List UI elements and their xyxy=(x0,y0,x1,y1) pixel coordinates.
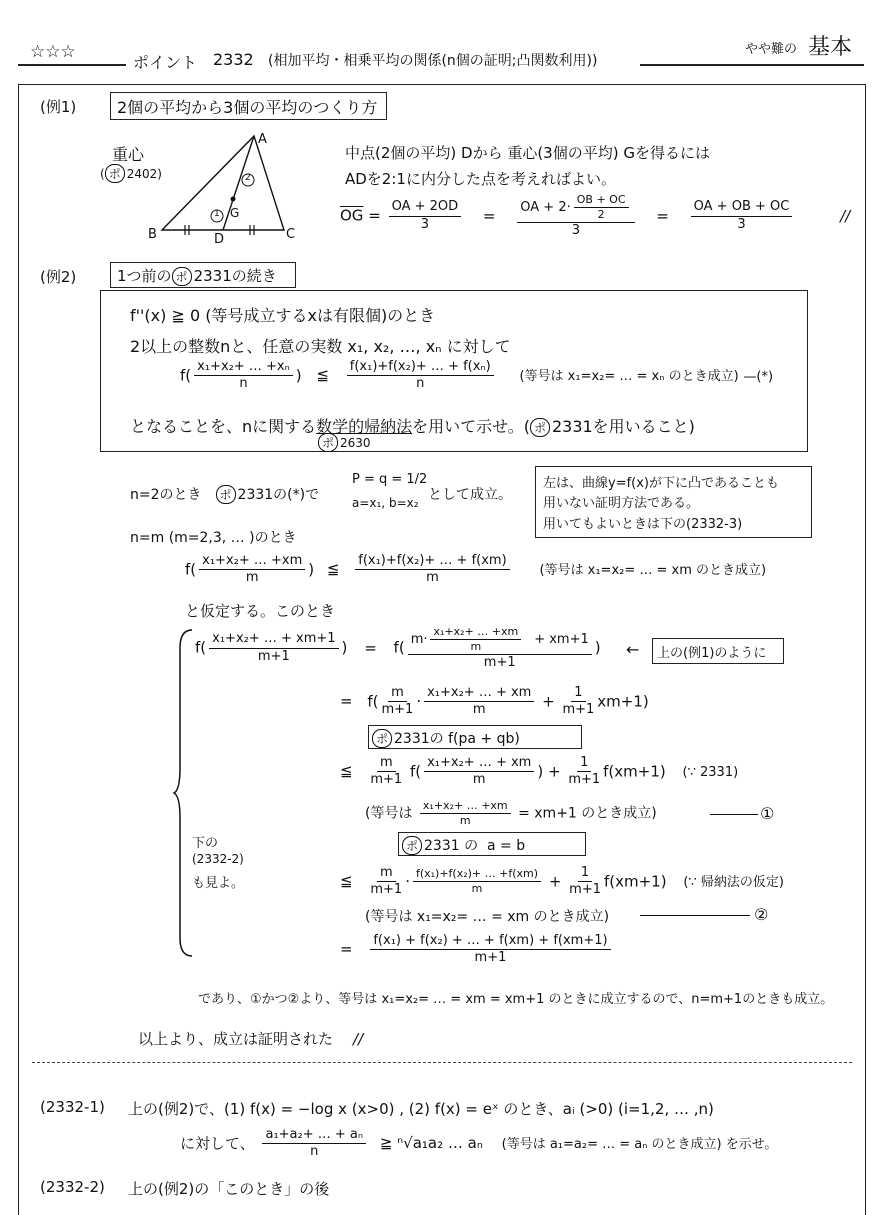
lhs-frac xyxy=(194,360,293,392)
og-vector: $\overline{OG}$ xyxy=(340,206,364,225)
difficulty-stars: ☆☆☆ xyxy=(30,42,76,62)
l3-inner-num: x₁+x₂+ … + xm xyxy=(424,756,534,772)
leq-sign: ≦ xyxy=(326,560,340,579)
ex1-end-mark: // xyxy=(840,206,851,225)
lhs-frac-den: n xyxy=(239,376,248,392)
l2-m: m xyxy=(388,686,407,702)
fig-a: A xyxy=(258,132,267,147)
l4-one: 1 xyxy=(578,866,592,882)
eq-sign-1: = xyxy=(482,206,496,225)
n2-tail: として成立。 xyxy=(428,487,512,503)
ex1-label: (例1) xyxy=(40,98,77,116)
fig-ratio-two: 2 xyxy=(245,173,251,183)
point-number: 2332 xyxy=(213,50,254,69)
leq-sign: ≦ xyxy=(340,872,353,891)
hypothesis-ineq xyxy=(185,554,766,586)
side-note-3: 用いてもよいときは下の(2332-3) xyxy=(543,517,743,532)
l2-den: m+1 xyxy=(381,702,414,718)
induction-ref xyxy=(318,433,371,452)
ref-mark-icon: ポ xyxy=(172,267,192,286)
l4-reason: (∵ 帰納法の仮定) xyxy=(683,875,784,891)
l1-rhs-num xyxy=(408,626,592,655)
centroid-ref-number: 2402 xyxy=(126,167,158,181)
side-ref-3: も見よ。 xyxy=(192,876,245,891)
exercise-2-text: 上の(例2)の「このとき」の後 xyxy=(128,1180,330,1198)
header-rule-left xyxy=(18,64,126,66)
level-prefix: やや難の xyxy=(745,42,798,57)
l4-tail: f(xm+1) xyxy=(603,872,667,891)
ref-mark-icon: ポ xyxy=(105,164,125,183)
side-ref-2: (2332-2) xyxy=(192,852,244,866)
exercise-1-text: 上の(例2)で、(1) f(x) = −log x (x>0) , (2) f(x) = eˣ のとき、aᵢ (>0) (i=1,2, … ,n) xyxy=(128,1100,714,1118)
condition-2: (等号は x₁=x₂= … = xm のとき成立) xyxy=(365,909,610,925)
l2-den-2: m+1 xyxy=(562,702,595,718)
l2-tail: xm+1 xyxy=(597,692,643,711)
og-frac-1 xyxy=(389,200,462,232)
ref-mark-icon: ポ xyxy=(216,485,236,504)
l4-m: m xyxy=(377,866,396,882)
am-frac-den: n xyxy=(310,1144,319,1160)
og-frac-1-den: 3 xyxy=(420,216,429,232)
eq-sign: = xyxy=(340,940,353,959)
ex1-2c: (等号は a₁=a₂= … = aₙ のとき成立) を示せ。 xyxy=(501,1137,778,1153)
l3-den-2: m+1 xyxy=(568,772,601,788)
page-title: (相加平均・相乗平均の関係(n個の証明;凸関数利用)) xyxy=(268,53,598,69)
fig-d: D xyxy=(214,232,225,247)
l3-tail: f(xm+1) xyxy=(603,762,666,781)
side-ref-1: 下の xyxy=(192,836,219,851)
ref-mark-icon: ポ xyxy=(318,433,338,452)
l1-rhs-m: m· xyxy=(410,632,428,648)
centroid-g-point xyxy=(231,197,236,202)
ex2-title xyxy=(117,265,277,286)
og-frac-2-inner xyxy=(574,194,629,221)
og-frac-2-num xyxy=(517,194,634,223)
og-frac-3 xyxy=(691,200,793,232)
l1-note: 上の(例1)のように xyxy=(657,646,767,661)
eq-sign: = xyxy=(340,692,353,711)
fig-g: G xyxy=(230,206,240,220)
arrow-left-icon: ← xyxy=(626,640,640,659)
l3-box-text xyxy=(402,835,525,855)
ex2-title-ref: 2331 xyxy=(193,267,232,285)
eq-sign: = xyxy=(364,638,377,657)
pq-value: P = q = 1/2 xyxy=(352,472,428,487)
f-open: f( xyxy=(367,692,379,711)
problem-line-1: f''(x) ≧ 0 (等号成立するxは有限個)のとき xyxy=(130,306,436,325)
l4-frac-den: m xyxy=(471,882,483,896)
og-frac-2 xyxy=(517,194,634,238)
ref-mark-icon: ポ xyxy=(530,418,550,437)
l4-num: f(x₁)+f(x₂)+ … +f(xm) xyxy=(413,868,541,882)
lhs-frac-num: x₁+x₂+ … +xₙ xyxy=(194,360,293,376)
fig-b: B xyxy=(148,227,157,242)
og-frac-1-num: OA + 2OD xyxy=(389,200,462,216)
l1-rhs-inner-num: x₁+x₂+ … +xm xyxy=(430,626,521,640)
hyp-rhs-den: m xyxy=(426,570,439,586)
ex1-text-1: 中点(2個の平均) Dから 重心(3個の平均) Gを得るには xyxy=(345,144,710,162)
l3-m: m xyxy=(377,756,396,772)
hyp-lhs-num: x₁+x₂+ … +xm xyxy=(199,554,305,570)
og-frac-3-den: 3 xyxy=(737,216,746,232)
f-open: f( xyxy=(185,560,197,579)
hyp-condition: (等号は x₁=x₂= … = xm のとき成立) xyxy=(539,563,767,579)
hyp-lhs-den: m xyxy=(245,570,259,586)
side-note-2: 用いない証明方法である。 xyxy=(543,496,700,511)
f-open: f( xyxy=(195,638,207,657)
c1-post: = xm+1 のとき成立) xyxy=(518,805,657,822)
problem-line-4 xyxy=(130,414,695,437)
exercise-1-num: (2332-1) xyxy=(40,1098,105,1116)
ex1-text-2: ADを2:1に内分した点を考えればよい。 xyxy=(345,170,616,188)
fig-ratio-one: 1 xyxy=(214,209,220,219)
nm-line: n=m (m=2,3, … )のとき xyxy=(130,530,297,546)
gm-expression: ≧ ⁿ√a₁a₂ … aₙ xyxy=(379,1134,483,1153)
l1-lhs-frac xyxy=(209,632,338,664)
chain-line-2: = f( $\frac{m}{m+1}$ · $\frac{\text{x₁+x₂+ … + xm}}{m}$ + $\frac{1}{m+1}$ xm+1) xyxy=(340,685,649,718)
chain-line-4: ≦ $\frac{m}{m+1}$ · $\frac{\text{f(x₁)+f(x₂)+ … +f(xm)}}{m}$ + $\frac{1}{m+1}$ f(xm+1) (∵ 帰納法の仮定) xyxy=(340,865,784,898)
eq-sign-2: = xyxy=(656,206,669,225)
og-frac-2-inner-den: 2 xyxy=(597,208,605,222)
f-open: f( xyxy=(180,366,192,385)
l3-frac-one xyxy=(568,756,600,788)
l3-box-label: 2331 の a = b xyxy=(424,838,526,854)
ref-mark-icon: ポ xyxy=(402,836,422,855)
l5-frac xyxy=(370,934,610,966)
am-frac xyxy=(262,1128,366,1160)
l4-den-2: m+1 xyxy=(569,882,601,898)
ex2-title-text: 1つ前の xyxy=(117,267,172,285)
l1-rhs-frac xyxy=(408,626,592,670)
induction-ref-number: 2630 xyxy=(340,436,371,450)
centroid-label: 重心 xyxy=(112,145,145,164)
l2-inner-frac xyxy=(424,686,534,718)
l2-inner-num: x₁+x₂+ … + xm xyxy=(424,686,534,702)
l3-reason: (∵ 2331) xyxy=(682,765,739,781)
leq-sign: ≦ xyxy=(316,366,329,385)
n2-line xyxy=(130,484,319,504)
l2-one: 1 xyxy=(571,686,585,702)
centroid-ref: ( ポ 2402) xyxy=(100,164,162,183)
rhs-frac-den: n xyxy=(416,376,425,392)
l4-den: m+1 xyxy=(370,882,403,898)
marker-2: ② xyxy=(754,905,769,924)
conclusion-2-text: 以上より、成立は証明された xyxy=(138,1030,334,1048)
fig-c: C xyxy=(286,227,296,242)
assume-line: と仮定する。このとき xyxy=(185,602,336,620)
f-close: ) xyxy=(295,366,302,385)
og-equation: $\overline{OG}$ = $\frac{OA + 2OD}{3}$ = OA + 2· $\frac{OB + OC}{2}$ 3 = $\frac{OA + OB + OC}{3}$ // xyxy=(340,193,851,239)
l1-lhs-num: x₁+x₂+ … + xm+1 xyxy=(209,632,338,648)
big-brace xyxy=(172,628,194,958)
conclusion-2 xyxy=(138,1028,363,1049)
chain-line-1 xyxy=(195,626,601,670)
rhs-frac-num: f(x₁)+f(x₂)+ … + f(xₙ) xyxy=(347,360,494,376)
line4a: となることを、nに関する xyxy=(130,417,317,436)
l2-inner-den: m xyxy=(472,702,486,718)
conclusion-1: であり、①かつ②より、等号は x₁=x₂= … = xm = xm+1 のときに成立するので、n=m+1のときも成立。 xyxy=(198,992,834,1007)
l3-inner-den: m xyxy=(472,772,486,788)
og-frac-3-num: OA + OB + OC xyxy=(691,200,793,216)
c1-num: x₁+x₂+ … +xm xyxy=(420,800,511,814)
l1-rhs-tail: + xm+1 xyxy=(534,632,589,648)
ex1-title: 2個の平均から3個の平均のつくり方 xyxy=(117,98,378,117)
og-frac-2-num-a: OA + 2· xyxy=(520,200,571,216)
l1-rhs-inner xyxy=(430,626,521,653)
f-close: ) xyxy=(642,692,649,711)
chain-line-3: ≦ $\frac{m}{m+1}$ f( $\frac{\text{x₁+x₂+ … + xm}}{m}$ ) + $\frac{1}{m+1}$ f(xm+1) (∵ 2331) xyxy=(340,755,739,788)
og-frac-2-inner-num: OB + OC xyxy=(574,194,629,208)
l3-one: 1 xyxy=(577,756,591,772)
triangle-figure xyxy=(140,128,310,246)
c2-leader-line xyxy=(640,915,750,916)
induction-term: 数学的帰納法 xyxy=(316,417,413,436)
hyp-lhs-frac xyxy=(199,554,305,586)
problem-line-2: 2以上の整数nと、任意の実数 x₁, x₂, …, xₙ に対して xyxy=(130,337,511,356)
l5-num: f(x₁) + f(x₂) + … + f(xm) + f(xm+1) xyxy=(370,934,610,950)
c1-pre: (等号は xyxy=(365,805,413,822)
n2-text: n=2のとき xyxy=(130,487,202,503)
l1-lhs-den: m+1 xyxy=(257,648,290,664)
c1-frac xyxy=(420,800,511,827)
n2-ref: 2331の(*)で xyxy=(237,487,320,503)
am-frac-num: a₁+a₂+ … + aₙ xyxy=(262,1128,366,1144)
f-close: ) xyxy=(537,762,544,781)
ref-mark-icon: ポ xyxy=(372,729,392,748)
l1-rhs-inner-den: m xyxy=(470,640,482,654)
ab-value: a=x₁, b=x₂ xyxy=(352,496,419,510)
header-rule-right xyxy=(640,64,864,66)
exercise-2-num: (2332-2) xyxy=(40,1178,105,1196)
ex2-label: (例2) xyxy=(40,268,77,286)
equality-condition: (等号は x₁=x₂= … = xₙ のとき成立) xyxy=(519,369,739,385)
hyp-rhs-frac xyxy=(355,554,509,586)
l2-frac-one xyxy=(562,686,594,718)
proof-end-mark: // xyxy=(353,1030,364,1048)
leq-sign: ≦ xyxy=(340,762,353,781)
l4-frac-m xyxy=(370,866,402,898)
l1-rhs-den: m+1 xyxy=(483,655,516,671)
l5-den: m+1 xyxy=(474,950,507,966)
l4-frac-one xyxy=(569,866,601,898)
side-note-1: 左は、曲線y=f(x)が下に凸であることも xyxy=(543,476,779,491)
l2-ref xyxy=(372,728,520,748)
point-label: ポイント xyxy=(133,53,198,72)
c1-leader-line xyxy=(710,814,758,815)
l2-frac-m xyxy=(382,686,414,718)
hyp-rhs-num: f(x₁)+f(x₂)+ … + f(xm) xyxy=(355,554,509,570)
l3-inner-frac xyxy=(424,756,534,788)
marker-1: ① xyxy=(760,804,775,823)
l4-frac xyxy=(413,868,541,895)
level-badge: 基本 xyxy=(808,35,853,60)
l3-frac-m xyxy=(370,756,402,788)
f-close: ) xyxy=(594,638,601,657)
problem-inequality xyxy=(180,360,773,392)
star-label: —(*) xyxy=(743,369,774,385)
line4d: 2331を用いること) xyxy=(551,417,695,436)
section-divider xyxy=(32,1062,852,1063)
rhs-frac xyxy=(347,360,494,392)
line4c: を用いて示せ。( xyxy=(412,417,530,436)
l2-ref-text: 2331の f(pa + qb) xyxy=(394,731,520,747)
condition-1 xyxy=(365,800,657,827)
exercise-1-line-2 xyxy=(180,1128,777,1160)
chain-line-5 xyxy=(340,934,614,966)
og-frac-2-den: 3 xyxy=(571,223,581,239)
l3-den: m+1 xyxy=(370,772,403,788)
ex2-title-tail: の続き xyxy=(231,267,277,285)
f-open: f( xyxy=(393,638,405,657)
f-open: f( xyxy=(409,762,422,781)
f-close: ) xyxy=(341,638,348,657)
c1-den: m xyxy=(459,814,471,828)
f-close: ) xyxy=(308,560,315,579)
ex1-2a: に対して、 xyxy=(180,1134,255,1153)
